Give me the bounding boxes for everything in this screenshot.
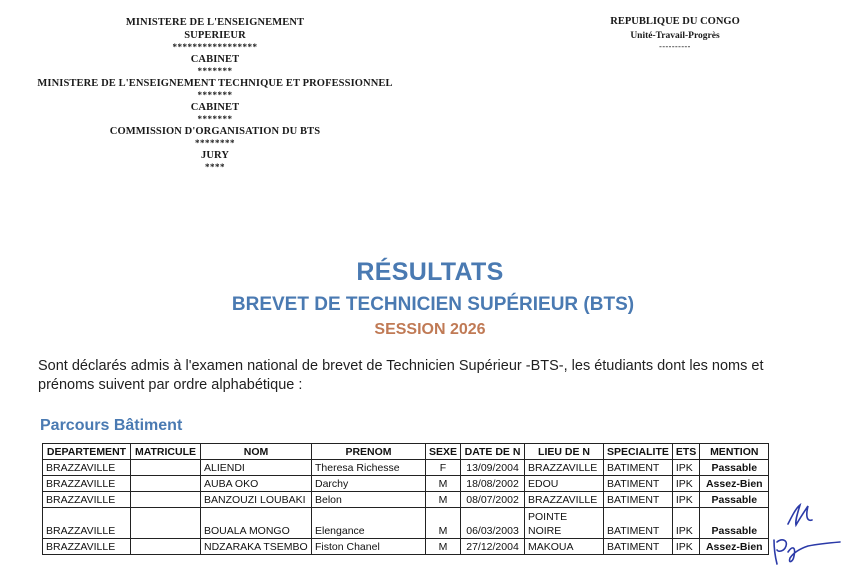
table-row (43, 508, 769, 539)
table-row (43, 492, 769, 508)
cell-nom: NDZARAKA TSEMBO (201, 539, 312, 555)
signature (768, 530, 848, 570)
column-header: PRENOM (312, 444, 426, 460)
cell-sexe: M (426, 539, 461, 555)
column-header: DEPARTEMENT (43, 444, 131, 460)
cell-matricule (131, 539, 201, 555)
table-row (43, 539, 769, 555)
cell-sexe: M (426, 508, 461, 539)
cell-ets: IPK (672, 460, 699, 476)
column-header: ETS (672, 444, 699, 460)
ministry-line: SUPERIEUR (184, 30, 246, 41)
cell-departement: BRAZZAVILLE (43, 539, 131, 555)
section-heading: Parcours Bâtiment (40, 417, 183, 434)
cell-specialite: BATIMENT (604, 460, 673, 476)
cell-sexe: M (426, 492, 461, 508)
cell-nom: BOUALA MONGO (201, 508, 312, 539)
column-header: SEXE (426, 444, 461, 460)
cell-prenom: Theresa Richesse (312, 460, 426, 476)
cell-date: 27/12/2004 (461, 539, 525, 555)
cell-date: 06/03/2003 (461, 508, 525, 539)
cell-ets: IPK (672, 476, 699, 492)
cell-date: 08/07/2002 (461, 492, 525, 508)
separator-stars: **** (205, 162, 225, 172)
cell-lieu: BRAZZAVILLE (525, 492, 604, 508)
session-title: SESSION 2026 (374, 321, 486, 338)
cell-lieu: BRAZZAVILLE (525, 460, 604, 476)
intro-paragraph: Sont déclarés admis à l'examen national de brevet de Technicien Supérieur -BTS-, les étudiants dont les noms et prénoms suivent par ordre alphabétique : (38, 358, 764, 393)
separator-dashes: ---------- (659, 42, 691, 51)
ministry-line: MINISTERE DE L'ENSEIGNEMENT (125, 17, 305, 28)
cell-nom: BANZOUZI LOUBAKI (201, 492, 312, 508)
cell-mention: Assez-Bien (700, 539, 769, 555)
column-header: MATRICULE (131, 444, 201, 460)
cell-ets: IPK (672, 539, 699, 555)
diploma-title: BREVET DE TECHNICIEN SUPÉRIEUR (BTS) (231, 294, 635, 315)
column-header: DATE DE N (461, 444, 525, 460)
separator-stars: ******* (197, 114, 233, 124)
cell-matricule (131, 460, 201, 476)
results-table (42, 443, 769, 555)
cell-sexe: M (426, 476, 461, 492)
ministry-header (0, 16, 430, 173)
cell-matricule (131, 508, 201, 539)
cell-specialite: BATIMENT (604, 492, 673, 508)
column-header: MENTION (700, 444, 769, 460)
cell-departement: BRAZZAVILLE (43, 492, 131, 508)
separator-stars: ******** (195, 138, 235, 148)
cabinet-line: CABINET (190, 102, 240, 113)
lieu-text: POINTE NOIRE (528, 511, 568, 537)
cell-sexe: F (426, 460, 461, 476)
table-row (43, 460, 769, 476)
cell-nom: AUBA OKO (201, 476, 312, 492)
republic-header (575, 15, 775, 51)
cell-mention: Passable (700, 460, 769, 476)
country-name: REPUBLIQUE DU CONGO (610, 16, 740, 27)
results-title: RÉSULTATS (356, 258, 504, 286)
cell-nom: ALIENDI (201, 460, 312, 476)
cell-matricule (131, 492, 201, 508)
cell-matricule (131, 476, 201, 492)
national-motto: Unité-Travail-Progrès (630, 31, 720, 41)
cell-prenom: Fiston Chanel (312, 539, 426, 555)
cell-prenom: Darchy (312, 476, 426, 492)
column-header: SPECIALITE (604, 444, 673, 460)
separator-stars: ***************** (172, 42, 258, 52)
cell-lieu: EDOU (525, 476, 604, 492)
separator-stars: ******* (197, 66, 233, 76)
cell-departement: BRAZZAVILLE (43, 476, 131, 492)
cell-ets: IPK (672, 492, 699, 508)
cell-mention: Assez-Bien (700, 476, 769, 492)
cell-mention: Passable (700, 492, 769, 508)
table-header-row (43, 444, 769, 460)
column-header: NOM (201, 444, 312, 460)
separator-stars: ******* (197, 90, 233, 100)
cell-prenom: Elengance (312, 508, 426, 539)
cell-lieu (525, 508, 604, 539)
cell-lieu: MAKOUA (525, 539, 604, 555)
cell-departement: BRAZZAVILLE (43, 460, 131, 476)
cell-date: 18/08/2002 (461, 476, 525, 492)
signature-initials (780, 500, 820, 530)
cell-specialite: BATIMENT (604, 476, 673, 492)
commission-line: COMMISSION D'ORGANISATION DU BTS (109, 126, 321, 137)
cell-specialite: BATIMENT (604, 508, 673, 539)
column-header: LIEU DE N (525, 444, 604, 460)
jury-line: JURY (200, 150, 230, 161)
ministry-line: MINISTERE DE L'ENSEIGNEMENT TECHNIQUE ET PROFESSIONNEL (37, 78, 393, 89)
cabinet-line: CABINET (190, 54, 240, 65)
cell-ets: IPK (672, 508, 699, 539)
table-row (43, 476, 769, 492)
cell-specialite: BATIMENT (604, 539, 673, 555)
cell-departement: BRAZZAVILLE (43, 508, 131, 539)
cell-date: 13/09/2004 (461, 460, 525, 476)
cell-prenom: Belon (312, 492, 426, 508)
cell-mention: Passable (700, 508, 769, 539)
